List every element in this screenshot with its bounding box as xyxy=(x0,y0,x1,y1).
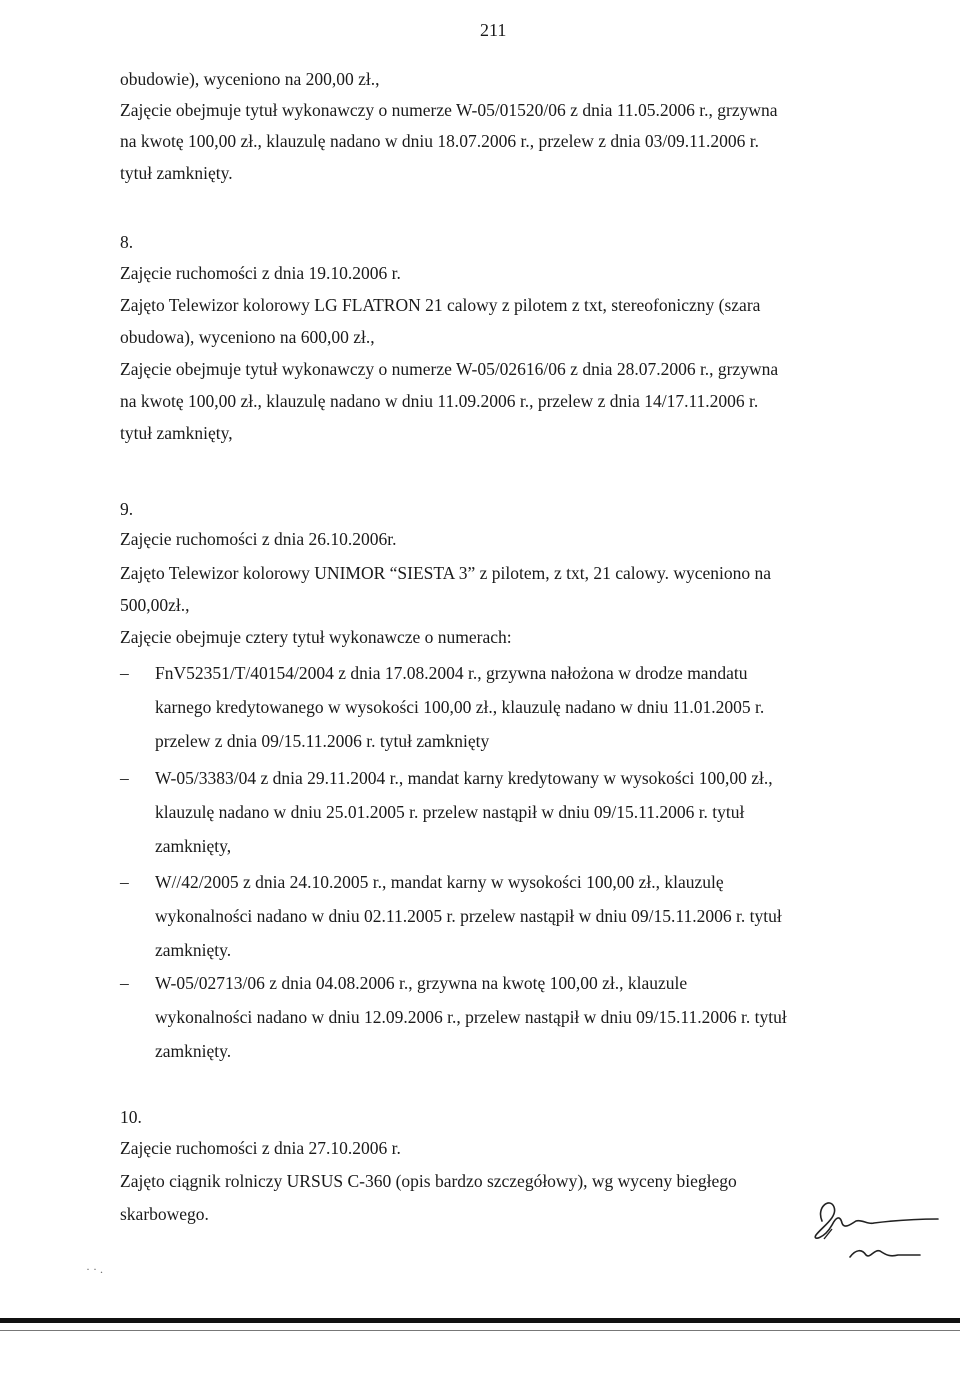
list-bullet: – xyxy=(120,663,129,683)
page-number: 211 xyxy=(480,20,507,40)
signature-initials xyxy=(810,1195,940,1275)
section-number: 8. xyxy=(120,232,134,252)
text-line: Zajęcie ruchomości z dnia 27.10.2006 r. xyxy=(120,1138,401,1158)
list-item-line: W-05/3383/04 z dnia 29.11.2004 r., mandat karny kredytowany w wysokości 100,00 zł., xyxy=(155,768,773,788)
scan-speck: · · . xyxy=(86,1262,103,1276)
text-line: skarbowego. xyxy=(120,1204,209,1224)
text-line: Zajęto Telewizor kolorowy UNIMOR “SIESTA 3” z pilotem, z txt, 21 calowy. wyceniono na xyxy=(120,563,772,583)
text-line: Zajęcie obejmuje tytuł wykonawczy o numerze W-05/02616/06 z dnia 28.07.2006 r., grzywna xyxy=(120,359,779,379)
text-line: Zajęcie ruchomości z dnia 19.10.2006 r. xyxy=(120,263,401,283)
text-line: obudowa), wyceniono na 600,00 zł., xyxy=(120,327,375,347)
list-bullet: – xyxy=(120,872,129,892)
text-line: tytuł zamknięty, xyxy=(120,423,233,443)
list-item-line: W-05/02713/06 z dnia 04.08.2006 r., grzywna na kwotę 100,00 zł., klauzule xyxy=(155,973,688,993)
text-line: obudowie), wyceniono na 200,00 zł., xyxy=(120,69,380,89)
list-item-line: zamknięty. xyxy=(155,1041,232,1061)
text-line: Zajęto Telewizor kolorowy LG FLATRON 21 calowy z pilotem z txt, stereofoniczny (szara xyxy=(120,295,761,315)
list-bullet: – xyxy=(120,973,129,993)
text-line: 500,00zł., xyxy=(120,595,190,615)
list-item-line: klauzulę nadano w dniu 25.01.2005 r. przelew nastąpił w dniu 09/15.11.2006 r. tytuł xyxy=(155,802,745,822)
text-line: tytuł zamknięty. xyxy=(120,163,233,183)
bottom-rule xyxy=(0,1318,960,1323)
text-line: Zajęto ciągnik rolniczy URSUS C-360 (opis bardzo szczegółowy), wg wyceny biegłego xyxy=(120,1171,737,1191)
text-line: na kwotę 100,00 zł., klauzulę nadano w dniu 18.07.2006 r., przelew z dnia 03/09.11.2006 r. xyxy=(120,131,759,151)
text-line: na kwotę 100,00 zł., klauzulę nadano w dniu 11.09.2006 r., przelew z dnia 14/17.11.2006 r. xyxy=(120,391,759,411)
text-line: Zajęcie ruchomości z dnia 26.10.2006r. xyxy=(120,529,397,549)
list-item-line: FnV52351/T/40154/2004 z dnia 17.08.2004 r., grzywna nałożona w drodze mandatu xyxy=(155,663,748,683)
list-item-line: zamknięty, xyxy=(155,836,232,856)
list-item-line: W//42/2005 z dnia 24.10.2005 r., mandat karny w wysokości 100,00 zł., klauzulę xyxy=(155,872,724,892)
list-item-line: karnego kredytowanego w wysokości 100,00 zł., klauzulę nadano w dniu 11.01.2005 r. xyxy=(155,697,765,717)
bottom-rule-thin xyxy=(0,1330,960,1331)
list-item-line: przelew z dnia 09/15.11.2006 r. tytuł zamknięty xyxy=(155,731,490,751)
text-line: Zajęcie obejmuje tytuł wykonawczy o numerze W-05/01520/06 z dnia 11.05.2006 r., grzywna xyxy=(120,100,778,120)
section-number: 9. xyxy=(120,499,134,519)
list-item-line: wykonalności nadano w dniu 02.11.2005 r. przelew nastąpił w dniu 09/15.11.2006 r. tytuł xyxy=(155,906,782,926)
list-item-line: wykonalności nadano w dniu 12.09.2006 r., przelew nastąpił w dniu 09/15.11.2006 r. tytuł xyxy=(155,1007,787,1027)
list-bullet: – xyxy=(120,768,129,788)
list-item-line: zamknięty. xyxy=(155,940,232,960)
section-number: 10. xyxy=(120,1107,142,1127)
text-line: Zajęcie obejmuje cztery tytuł wykonawcze o numerach: xyxy=(120,627,512,647)
